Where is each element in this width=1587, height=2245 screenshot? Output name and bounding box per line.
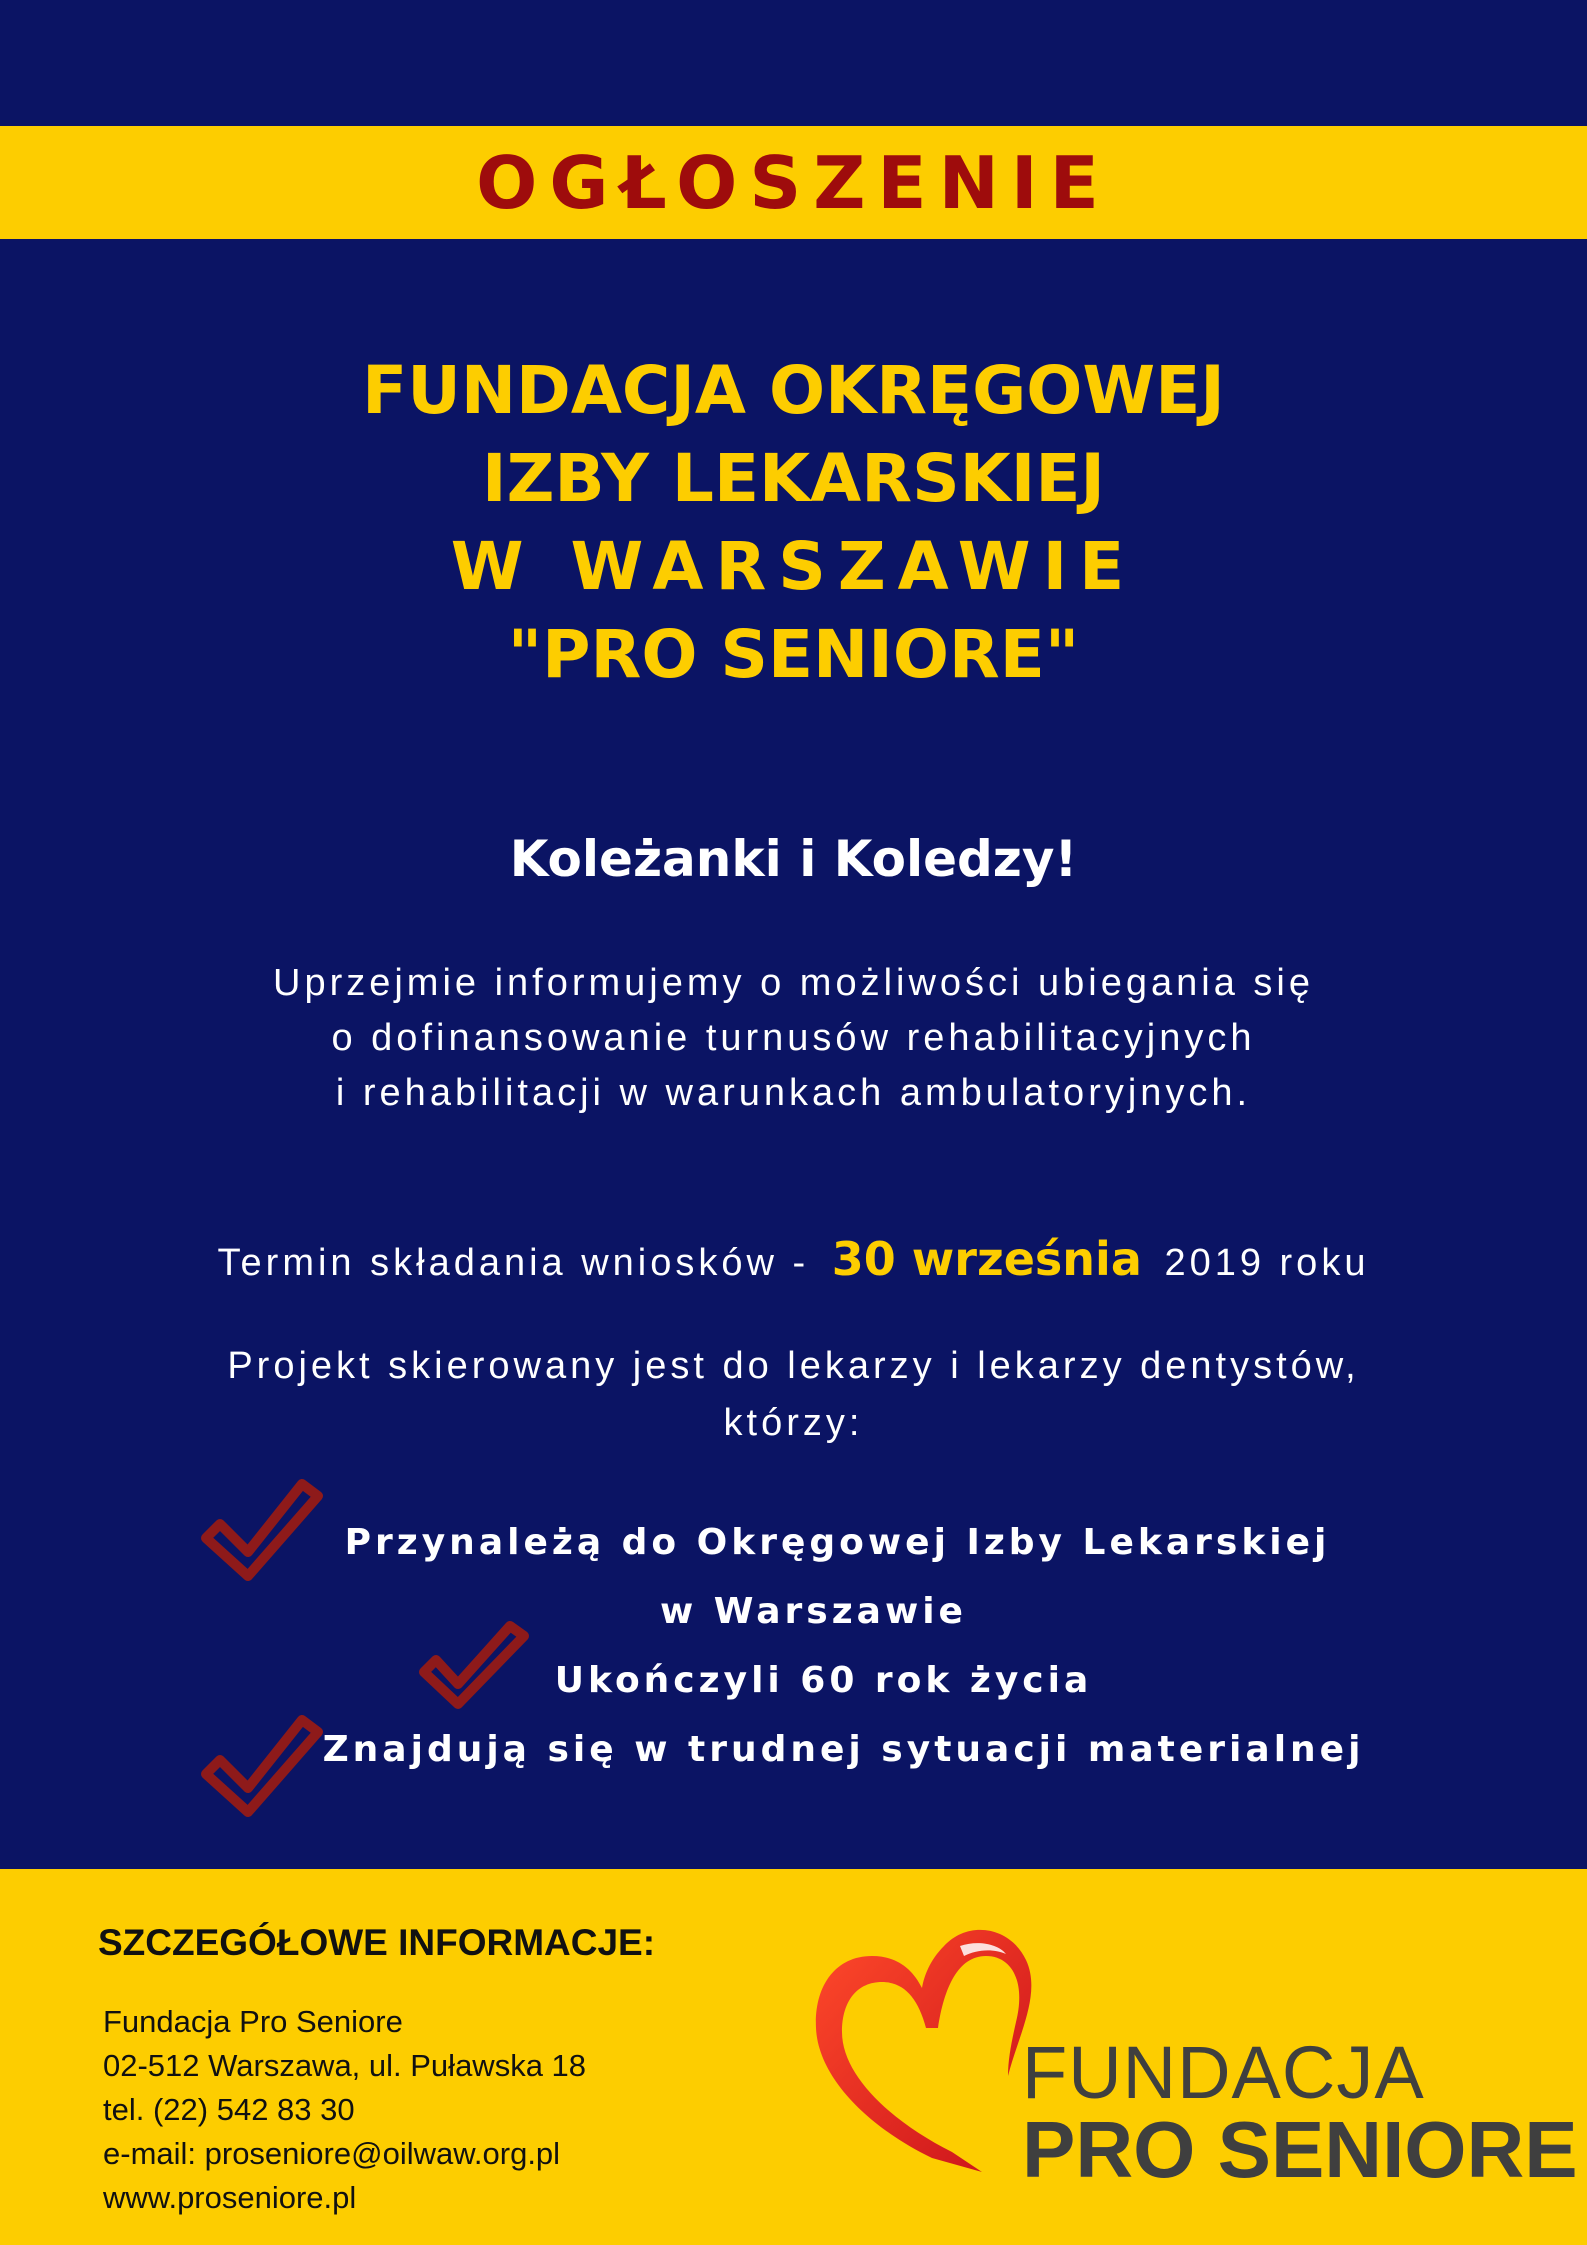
greeting: Koleżanki i Koledzy! xyxy=(509,830,1078,888)
contact-website[interactable]: www.proseniore.pl xyxy=(103,2180,357,2215)
deadline-date: 30 września xyxy=(831,1232,1142,1286)
intro-line-3: i rehabilitacji w warunkach ambulatoryjnych. xyxy=(335,1072,1252,1114)
intro-line-1: Uprzejmie informujemy o możliwości ubiegania się xyxy=(273,962,1314,1004)
intro-line-2: o dofinansowanie turnusów rehabilitacyjnych xyxy=(331,1017,1256,1059)
footer-heading: SZCZEGÓŁOWE INFORMACJE: xyxy=(98,1922,656,1963)
contact-address: 02-512 Warszawa, ul. Puławska 18 xyxy=(103,2048,587,2083)
announcement-banner xyxy=(0,126,1587,239)
contact-email[interactable]: e-mail: proseniore@oilwaw.org.pl xyxy=(103,2136,561,2171)
contact-org: Fundacja Pro Seniore xyxy=(103,2004,403,2039)
logo-line-2: PRO SENIORE xyxy=(1022,2105,1578,2194)
condition-age: Ukończyli 60 rok życia xyxy=(554,1660,1093,1701)
deadline-line xyxy=(0,1232,1587,1286)
checkmark-icon xyxy=(190,1710,330,1830)
condition-membership: Przynależą do Okręgowej Izby Lekarskiej xyxy=(344,1522,1331,1563)
title-line-3: W WARSZAWIE xyxy=(450,528,1137,605)
contact-phone: tel. (22) 542 83 30 xyxy=(103,2092,355,2127)
condition-membership-city: w Warszawie xyxy=(660,1591,967,1632)
project-line-1: Projekt skierowany jest do lekarzy i lekarzy dentystów, xyxy=(227,1345,1360,1387)
deadline-prefix: Termin składania wniosków - xyxy=(217,1242,810,1284)
title-line-1: FUNDACJA OKRĘGOWEJ xyxy=(362,352,1225,429)
deadline-suffix: 2019 roku xyxy=(1164,1242,1370,1284)
condition-financial: Znajdują się w trudnej sytuacji materialnej xyxy=(322,1729,1365,1770)
banner-label: OGŁOSZENIE xyxy=(476,140,1111,225)
project-line-2: którzy: xyxy=(723,1402,864,1444)
title-line-4: "PRO SENIORE" xyxy=(507,616,1080,693)
logo-line-1: FUNDACJA xyxy=(1022,2031,1425,2114)
title-line-2: IZBY LEKARSKIEJ xyxy=(482,440,1105,517)
